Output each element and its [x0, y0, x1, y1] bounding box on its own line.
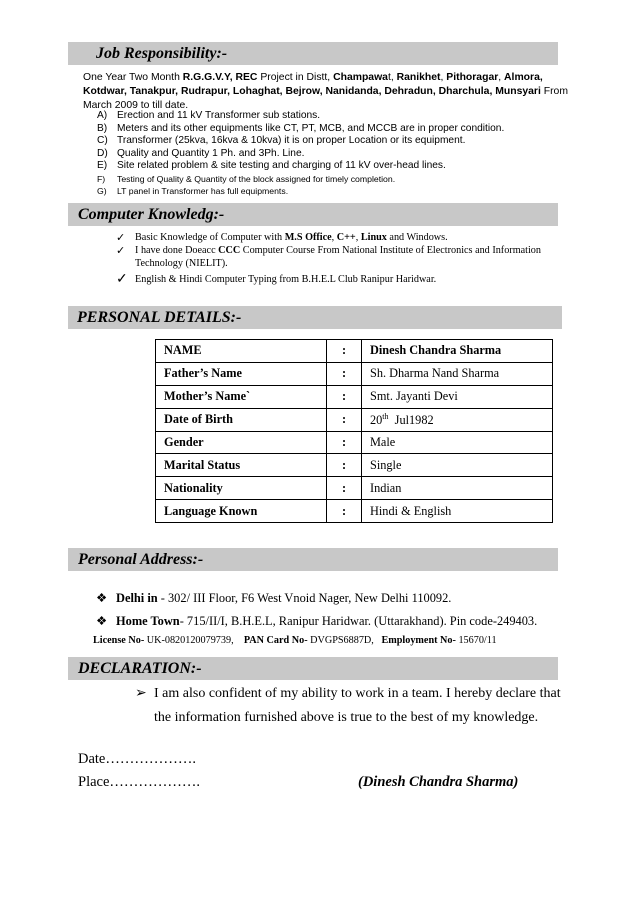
personal-details-row: [156, 500, 553, 523]
personal-details-row: [156, 431, 553, 454]
detail-colon: :: [327, 340, 362, 363]
job-intro-run: Almora, Kotdwar, Tanakpur, Rudrapur, Lohaghat, Bejrow, Nanidanda, Dehradun, Dharchula, Munsyari: [83, 72, 543, 97]
item-text: Transformer (25kva, 16kva & 10kva) it is on proper Location or its equipment.: [117, 135, 466, 147]
computer-knowledge-run: Basic Knowledge of Computer with: [135, 232, 285, 243]
diamond-bullet-icon: ❖: [96, 614, 108, 628]
home-town-text: - 715/II/I, B.H.E.L, Ranipur Haridwar. (Uttarakhand). Pin code-249403.: [179, 614, 538, 628]
detail-value: Sh. Dharma Nand Sharma: [362, 362, 553, 385]
job-intro-run: Pithoragar: [446, 72, 499, 83]
personal-details-row: [156, 454, 553, 477]
detail-value: Single: [362, 454, 553, 477]
personal-address-title: Personal Address:-: [78, 551, 204, 568]
detail-value: Smt. Jayanti Devi: [362, 385, 553, 408]
computer-knowledge-run: Linux: [360, 232, 387, 243]
job-responsibility-item: [97, 110, 567, 123]
home-town-label: Home Town: [116, 614, 180, 628]
job-intro-run: One Year Two Month: [83, 72, 183, 83]
job-responsibility-item: [97, 173, 567, 185]
job-intro-run: R.G.G.V.Y, REC: [182, 72, 258, 83]
detail-label: Marital Status: [156, 454, 327, 477]
personal-details-row: [156, 408, 553, 431]
personal-details-title: PERSONAL DETAILS:-: [77, 309, 242, 326]
computer-knowledge-text: [135, 232, 448, 245]
item-letter: C): [97, 135, 108, 147]
detail-colon: :: [327, 431, 362, 454]
detail-label: Mother’s Name`: [156, 385, 327, 408]
computer-knowledge-run: M.S Office: [284, 232, 332, 243]
computer-knowledge-run: English & Hindi Computer Typing from B.H.E.L Club Ranipur Haridwar.: [135, 274, 437, 285]
delhi-address-label: Delhi in: [116, 591, 158, 605]
job-responsibility-item: [97, 185, 567, 197]
personal-details-row: [156, 385, 553, 408]
job-responsibility-title: Job Responsibility:-: [96, 45, 228, 62]
computer-knowledge-run: ,: [355, 232, 361, 243]
detail-value-suffix: th: [382, 411, 389, 421]
item-text: Testing of Quality & Quantity of the block assigned for timely completion.: [117, 173, 396, 184]
item-text: Erection and 11 kV Transformer sub stations.: [117, 110, 321, 121]
declaration-text: I am also confident of my ability to work in a team. I hereby declare that the information furnished above is true to the best of my knowledge.: [154, 686, 561, 725]
job-intro-paragraph: [83, 71, 573, 113]
computer-knowledge-run: Computer Course From National Institute of Electronics and Information Technology (NIELIT).: [135, 245, 541, 269]
detail-value: Hindi & English: [362, 500, 553, 523]
date-line: Date……………….: [78, 751, 196, 767]
checkmark-icon: ✓: [116, 245, 126, 257]
license-label: License No-: [93, 635, 145, 646]
employment-label: Employment No-: [381, 635, 456, 646]
computer-knowledge-list: [116, 232, 572, 287]
license-value: UK-0820120079739,: [144, 635, 234, 646]
item-letter: G): [97, 185, 107, 196]
diamond-bullet-icon: ❖: [96, 591, 108, 605]
job-responsibility-list: [97, 110, 567, 197]
detail-value: Male: [362, 431, 553, 454]
detail-value: Indian: [362, 477, 553, 500]
delhi-address: [96, 590, 451, 606]
item-letter: E): [97, 160, 108, 172]
checkmark-icon: ✓: [116, 272, 128, 287]
arrow-bullet-icon: ➢: [135, 686, 147, 701]
place-line: Place……………….: [78, 774, 201, 790]
computer-knowledge-run: and Windows.: [386, 232, 448, 243]
detail-value-rest: Jul1982: [388, 412, 434, 427]
pan-label: PAN Card No-: [243, 635, 308, 646]
pan-value: DVGPS6887D,: [307, 635, 374, 646]
computer-knowledge-run: C++: [336, 232, 356, 243]
declaration-statement: [135, 682, 570, 730]
job-responsibility-heading: [68, 42, 558, 65]
detail-colon: :: [327, 454, 362, 477]
computer-knowledge-run: ,: [331, 232, 337, 243]
personal-details-row: [156, 340, 553, 363]
item-text: Meters and its other equipments like CT, PT, MCB, and MCCB are in proper condition.: [117, 122, 505, 134]
detail-label: Father’s Name: [156, 362, 327, 385]
job-intro-run: Project in Distt,: [257, 72, 334, 83]
checkmark-icon: ✓: [116, 232, 126, 244]
job-intro-run: ,: [498, 72, 505, 83]
item-text: Site related problem & site testing and charging of 11 kV over-head lines.: [117, 160, 446, 172]
job-responsibility-item: [97, 160, 567, 173]
job-intro-run: Ranikhet: [396, 72, 441, 83]
declaration-heading: [68, 657, 558, 680]
item-text: LT panel in Transformer has full equipments.: [117, 185, 289, 196]
employment-value: 15670/11: [455, 635, 497, 646]
declaration-title: DECLARATION:-: [78, 660, 202, 677]
detail-label: NAME: [156, 340, 327, 363]
computer-knowledge-run: CCC: [218, 245, 241, 256]
job-responsibility-item: [97, 123, 567, 136]
item-text: Quality and Quantity 1 Ph. and 3Ph. Line.: [117, 147, 305, 159]
personal-details-row: [156, 362, 553, 385]
detail-colon: :: [327, 362, 362, 385]
computer-knowledge-title: Computer Knowledg:-: [78, 206, 225, 223]
detail-value-day: 20: [370, 412, 383, 427]
detail-colon: :: [327, 477, 362, 500]
personal-details-heading: [68, 306, 562, 329]
job-intro-run: t,: [387, 72, 397, 83]
job-responsibility-item: [97, 135, 567, 148]
detail-label: Gender: [156, 431, 327, 454]
detail-value: [362, 408, 553, 431]
item-letter: B): [97, 122, 108, 134]
job-responsibility-item: [97, 148, 567, 161]
personal-details-row: [156, 477, 553, 500]
detail-colon: :: [327, 500, 362, 523]
signature-name: (Dinesh Chandra Sharma): [358, 774, 519, 790]
item-letter: D): [97, 147, 108, 159]
job-intro-run: ,: [440, 72, 447, 83]
detail-value: Dinesh Chandra Sharma: [362, 340, 553, 363]
job-intro-run: Champawa: [333, 72, 388, 83]
item-letter: F): [97, 173, 106, 184]
computer-knowledge-item: [116, 245, 572, 270]
id-numbers-line: [93, 635, 497, 646]
personal-address-heading: [68, 548, 558, 571]
computer-knowledge-heading: [68, 203, 558, 226]
detail-colon: :: [327, 385, 362, 408]
home-town-address: [96, 613, 537, 629]
detail-label: Date of Birth: [156, 408, 327, 431]
item-letter: A): [97, 110, 108, 121]
computer-knowledge-text: [135, 274, 436, 287]
detail-label: Nationality: [156, 477, 327, 500]
job-intro-run: From March 2009 to till date.: [83, 86, 568, 111]
detail-colon: :: [327, 408, 362, 431]
delhi-address-text: - 302/ III Floor, F6 West Vnoid Nager, New Delhi 110092.: [157, 591, 452, 605]
computer-knowledge-item: [116, 274, 572, 287]
computer-knowledge-run: I have done Doeacc: [135, 245, 219, 256]
detail-label: Language Known: [156, 500, 327, 523]
computer-knowledge-text: [135, 245, 572, 270]
personal-details-table: [155, 339, 553, 523]
computer-knowledge-item: [116, 232, 572, 245]
